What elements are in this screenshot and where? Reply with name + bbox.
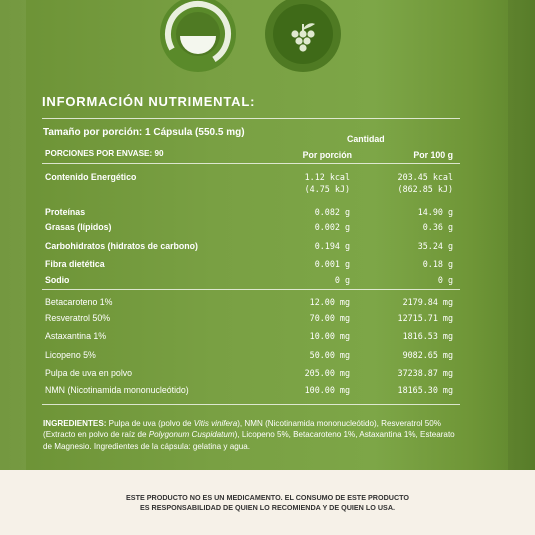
- nutrient-per-100g: 0.18 g: [422, 259, 453, 269]
- section-title: INFORMACIÓN NUTRIMENTAL:: [42, 94, 256, 109]
- nutrient-label: Fibra dietética: [45, 259, 105, 269]
- active-per-100g: 18165.30 mg: [397, 385, 453, 395]
- ingredients-part: ), NMN (Nicotinamida mononucleótido), Resveratrol 50% (Extracto en polvo de raíz de: [43, 419, 441, 440]
- nutrient-label: Grasas (lípidos): [45, 222, 112, 232]
- active-per-serving: 205.00 mg: [304, 368, 350, 378]
- nutrient-label: Proteínas: [45, 207, 86, 217]
- energy-label: Contenido Energético: [45, 172, 137, 182]
- ingredients-species: Vitis vinifera: [193, 419, 238, 428]
- disclaimer: [60, 493, 475, 513]
- active-per-serving: 10.00 mg: [309, 331, 350, 341]
- energy-per-100g-kcal: 203.45 kcal: [397, 172, 453, 182]
- active-per-serving: 12.00 mg: [309, 297, 350, 307]
- active-per-100g: 1816.53 mg: [402, 331, 453, 341]
- nutrient-per-100g: 0 g: [437, 275, 453, 285]
- actives-rule: [42, 404, 460, 405]
- active-per-100g: 37238.87 mg: [397, 368, 453, 378]
- nutrient-per-serving: 0.194 g: [314, 241, 350, 251]
- active-label: NMN (Nicotinamida mononucleótido): [45, 385, 189, 395]
- active-per-serving: 50.00 mg: [309, 350, 350, 360]
- disclaimer-line: ES RESPONSABILIDAD DE QUIEN LO RECOMIENDA Y DE QUIEN LO USA.: [139, 503, 396, 512]
- quantity-header: Cantidad: [347, 134, 385, 144]
- servings-per-container: PORCIONES POR ENVASE: 90: [45, 149, 164, 158]
- ingredients-part: Pulpa de uva (polvo de: [106, 419, 194, 428]
- nutrient-per-100g: 14.90 g: [417, 207, 453, 217]
- header-rule: [42, 163, 460, 164]
- nutrient-label: Carbohidratos (hidratos de carbono): [45, 241, 198, 251]
- per-serving-header: Por porción: [302, 150, 352, 160]
- nutrient-per-serving: 0 g: [334, 275, 350, 285]
- nutrient-per-serving: 0.002 g: [314, 222, 350, 232]
- nutrients-rule: [42, 289, 460, 290]
- grapes-icon: [265, 0, 341, 76]
- nutrient-label: Sodio: [45, 275, 70, 285]
- nutrient-per-serving: 0.082 g: [314, 207, 350, 217]
- energy-per-serving-kcal: 1.12 kcal: [304, 172, 350, 182]
- active-per-100g: 2179.84 mg: [402, 297, 453, 307]
- gauge-icon: [160, 0, 236, 76]
- energy-per-100g-kj: (862.85 kJ): [397, 184, 453, 194]
- active-label: Astaxantina 1%: [45, 331, 107, 341]
- serving-size: Tamaño por porción: 1 Cápsula (550.5 mg): [43, 127, 245, 138]
- nutrient-per-serving: 0.001 g: [314, 259, 350, 269]
- active-label: Resveratrol 50%: [45, 313, 111, 323]
- ingredients-species: Polygonum Cuspidatum: [148, 430, 235, 440]
- nutrient-per-100g: 0.36 g: [422, 222, 453, 232]
- active-label: Licopeno 5%: [45, 350, 96, 360]
- per-100g-header: Por 100 g: [413, 150, 453, 160]
- active-per-serving: 100.00 mg: [304, 385, 350, 395]
- ingredients-label: INGREDIENTES:: [43, 419, 107, 428]
- disclaimer-line: ESTE PRODUCTO NO ES UN MEDICAMENTO. EL CONSUMO DE ESTE PRODUCTO: [125, 493, 409, 502]
- ingredients-text: [43, 418, 465, 452]
- title-rule: [42, 118, 460, 119]
- active-per-100g: 9082.65 mg: [402, 350, 453, 360]
- active-per-100g: 12715.71 mg: [397, 313, 453, 323]
- active-per-serving: 70.00 mg: [309, 313, 350, 323]
- ingredients-part: ), Licopeno 5%, Betacaroteno 1%, Astaxantina 1%, Estearato de Magnesio. Ingredientes de la cápsula: gelatina y agua.: [43, 430, 455, 451]
- active-label: Pulpa de uva en polvo: [45, 368, 133, 378]
- panel-highlight: [0, 0, 26, 470]
- energy-per-serving-kj: (4.75 kJ): [304, 184, 350, 194]
- active-label: Betacaroteno 1%: [45, 297, 113, 307]
- nutrient-per-100g: 35.24 g: [417, 241, 453, 251]
- panel-shadow: [508, 0, 535, 470]
